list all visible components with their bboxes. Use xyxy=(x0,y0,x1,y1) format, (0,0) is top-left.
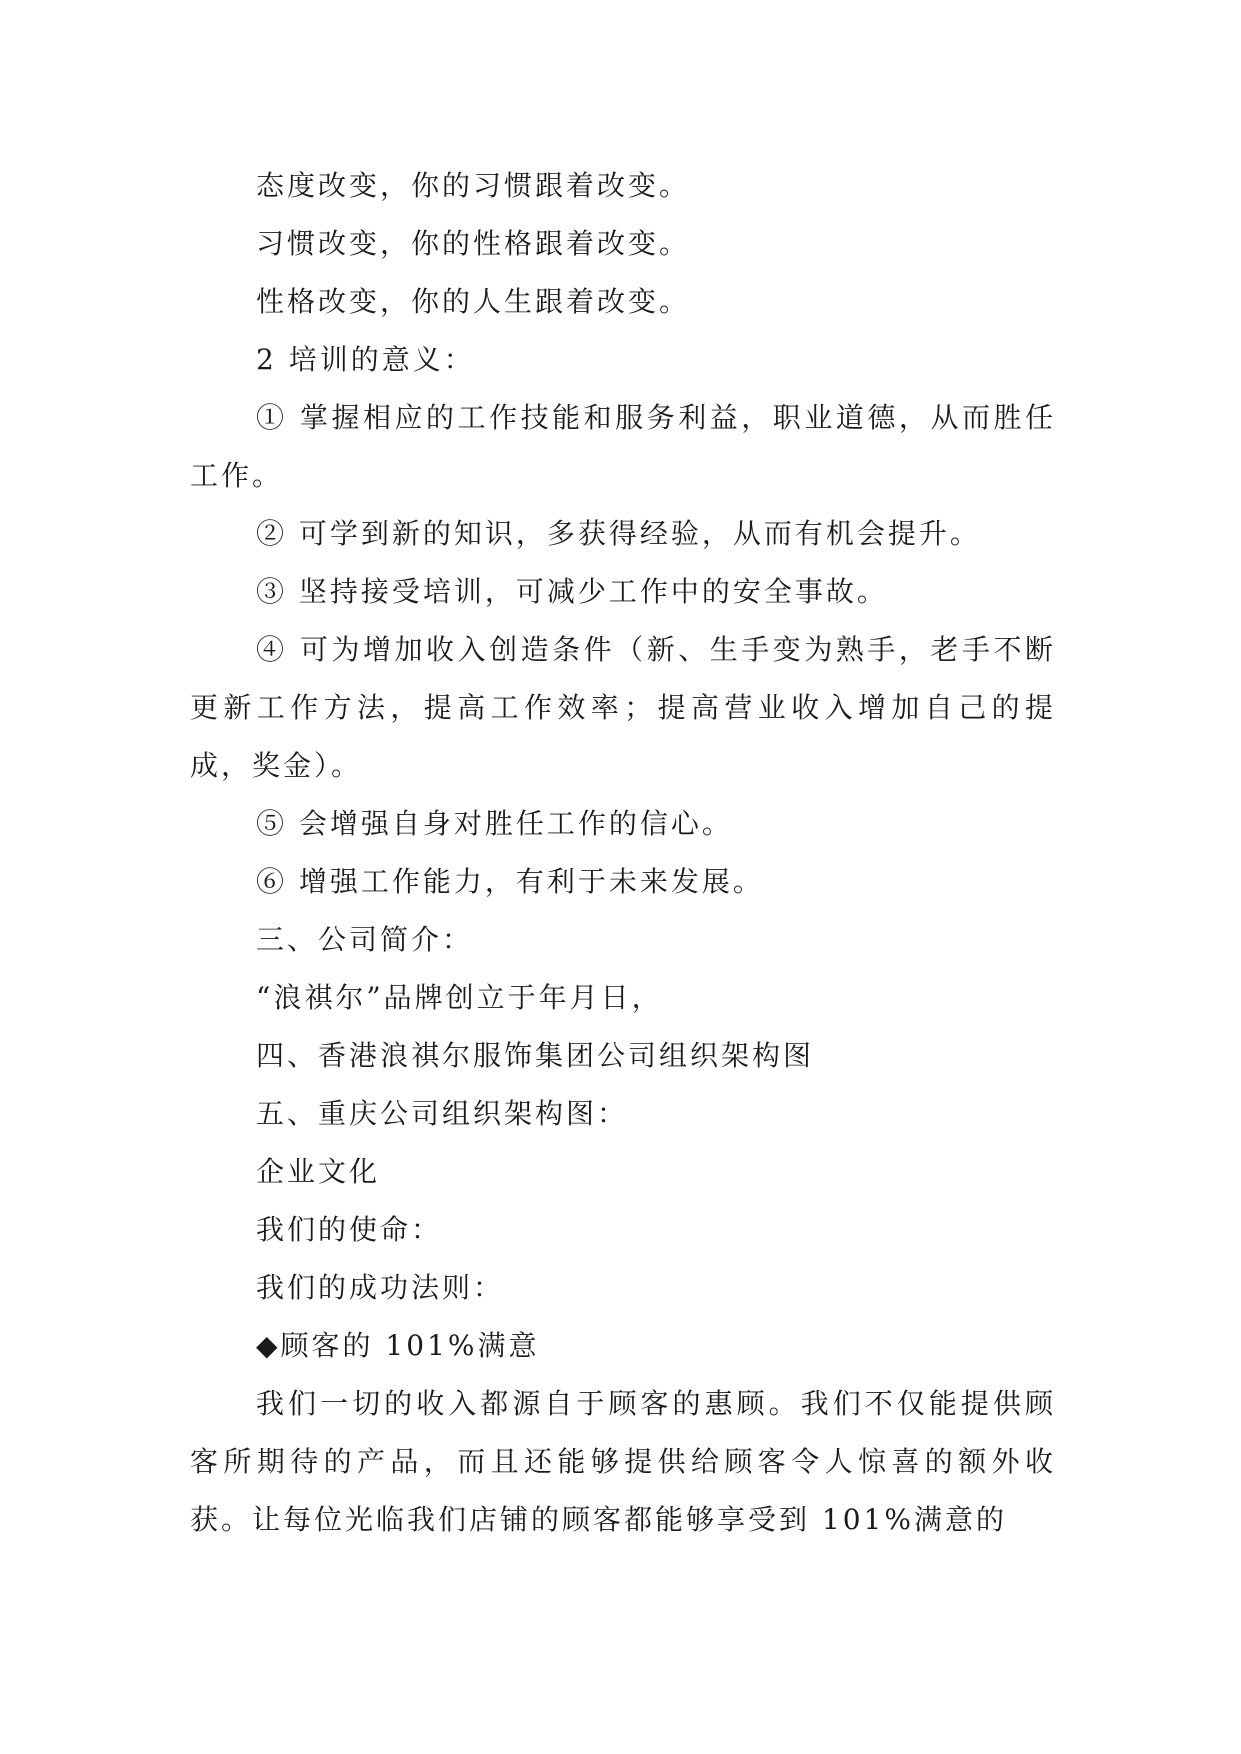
heading-cq-org-chart: 五、重庆公司组织架构图： xyxy=(256,1097,629,1130)
list-item-2: ② 可学到新的知识，多获得经验，从而有机会提升。 xyxy=(256,517,981,550)
paragraph-customer-income: 我们一切的收入都源自于顾客的惠顾。我们不仅能提供顾客所期待的产品，而且还能够提供给顾客令人惊喜的额外收获。让每位光临我们店铺的顾客都能够享受到 101%满意的 xyxy=(190,1387,1056,1536)
heading-company-intro: 三、公司简介： xyxy=(256,923,474,956)
paragraph-character: 性格改变，你的人生跟着改变。 xyxy=(256,285,691,318)
heading-hk-org-chart: 四、香港浪祺尔服饰集团公司组织架构图 xyxy=(256,1039,815,1072)
heading-training-meaning: 2 培训的意义： xyxy=(256,343,475,376)
list-item-6: ⑥ 增强工作能力，有利于未来发展。 xyxy=(256,865,764,898)
list-item-5: ⑤ 会增强自身对胜任工作的信心。 xyxy=(256,807,733,840)
paragraph-habit: 习惯改变，你的性格跟着改变。 xyxy=(256,227,691,260)
heading-corporate-culture: 企业文化 xyxy=(256,1155,381,1188)
list-item-1: ① 掌握相应的工作技能和服务利益，职业道德，从而胜任工作。 xyxy=(190,401,1056,492)
heading-mission: 我们的使命： xyxy=(256,1213,443,1246)
paragraph-attitude: 态度改变，你的习惯跟着改变。 xyxy=(256,169,691,202)
heading-customer-satisfaction: ◆顾客的 101%满意 xyxy=(256,1329,540,1362)
heading-success-rules: 我们的成功法则： xyxy=(256,1271,505,1304)
paragraph-brand-founded: “浪祺尔”品牌创立于年月日， xyxy=(256,981,663,1014)
top-margin xyxy=(190,0,1056,157)
document-page xyxy=(190,0,1056,1549)
list-item-3: ③ 坚持接受培训，可减少工作中的安全事故。 xyxy=(256,575,888,608)
list-item-4: ④ 可为增加收入创造条件（新、生手变为熟手，老手不断更新工作方法，提高工作效率；提高营业收入增加自己的提成，奖金）。 xyxy=(190,633,1056,782)
